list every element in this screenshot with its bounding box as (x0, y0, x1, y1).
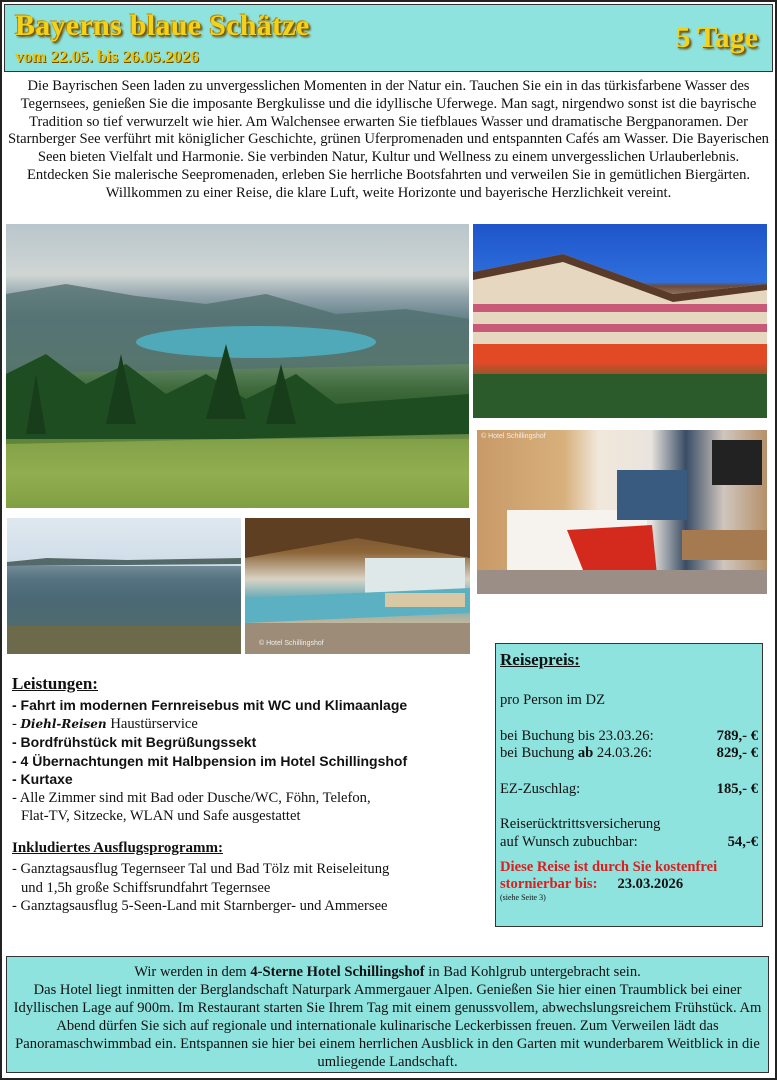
insurance-label: auf Wunsch zubuchbar: (500, 833, 638, 850)
price-row-late (500, 745, 758, 763)
excursion-5-seen: - Ganztagsausflug 5-Seen-Land mit Starnberger- und Ammersee (12, 898, 388, 914)
pool-photo-credit: © Hotel Schillingshof (259, 640, 324, 647)
hotel-description (6, 956, 769, 1073)
price-row-early (500, 728, 758, 746)
intro-text: Die Bayrischen Seen laden zu unvergesslichen Momenten in der Natur ein. Tauchen Sie ein in das türkisfarbene Wasser des Tegernsees, genießen Sie die imposante Bergkulisse und die idyllische Uferwege. Man sagt, nirgendwo sonst ist die bayrische Tradition so tief verwurzelt wie hier. Am Walchensee erwarten Sie tiefblaues Wasser und dramatische Bergpanoramen. Der Starnberger See verführt mit königlicher Geschichte, grünen Uferpromenaden und entspannten Cafés am Wasser. Die Bayerischen Seen bieten Vielfalt und Harmonie. Sie verbinden Natur, Kultur und Wellness zu einem unvergesslichen Urlauberlebnis. Entdecken Sie malerische Seepromenaden, erleben Sie herrliche Bootsfahrten und verweilen Sie in gemütlichen Biergärten. Willkommen zu einer Reise, die klare Luft, weite Horizonte und bayerische Herzlichkeit vereint. (8, 78, 769, 201)
early-value: 789,- € (716, 727, 758, 744)
services-title: Leistungen: (12, 674, 98, 693)
late-label-c: 24.03.26: (593, 745, 653, 761)
excursions-title: Inkludiertes Ausflugsprogramm: (12, 840, 223, 856)
hotel-name: 4-Sterne Hotel Schillingshof (250, 964, 425, 980)
room-photo-credit: © Hotel Schillingshof (481, 433, 546, 440)
service-breakfast: - Bordfrühstück mit Begrüßungssekt (12, 734, 257, 750)
services-section (12, 674, 482, 826)
hotel-building-icon (473, 224, 767, 418)
service-nights: - 4 Übernachtungen mit Halbpension im Hotel Schillingshof (12, 752, 408, 769)
travel-dates: vom 22.05. bis 26.05.2026 (15, 47, 199, 66)
single-label: EZ-Zuschlag: (500, 780, 581, 797)
service-rooms: - Alle Zimmer sind mit Bad oder Dusche/WC, Föhn, Telefon, (12, 789, 371, 806)
late-label-b: ab (577, 745, 594, 761)
photo-hotel-room (477, 430, 767, 594)
cancel-line1: Diese Reise ist durch Sie kostenfrei (500, 859, 718, 875)
lake-shore-icon (7, 518, 241, 654)
service-dash: - (12, 715, 21, 732)
service-doorstep-label: Haustürservice (110, 715, 198, 732)
photo-hotel-facade (473, 224, 767, 418)
photo-panorama-pool (245, 518, 470, 654)
page-title: Bayerns blaue Schätze (15, 9, 310, 42)
price-title: Reisepreis: (500, 650, 580, 669)
per-person-label: pro Person im DZ (500, 692, 605, 708)
hotel-room-icon (477, 430, 767, 594)
service-doorstep (12, 715, 482, 734)
late-label-a: bei Buchung (500, 745, 578, 761)
late-label (500, 745, 652, 763)
excursion-tegernsee: - Ganztagsausflug Tegernseer Tal und Bad Tölz mit Reiseleitung (12, 861, 390, 877)
cancel-label: stornierbar bis: (500, 876, 598, 892)
trip-duration: 5 Tage (675, 21, 758, 54)
late-value: 829,- € (716, 745, 758, 761)
single-value: 185,- € (716, 780, 758, 797)
insurance-value: 54,-€ (727, 833, 758, 850)
service-kurtaxe: - Kurtaxe (12, 771, 73, 787)
early-label: bei Buchung bis 23.03.26: (500, 727, 654, 744)
insurance-line1: Reiserücktrittsversicherung (500, 816, 661, 832)
cancellation-note (500, 859, 758, 893)
hotel-intro-pre: Wir werden in dem (134, 964, 251, 980)
photo-tegernsee-panorama (6, 224, 469, 508)
brand-diehl-reisen: Diehl-Reisen (20, 716, 107, 731)
excursion-tegernsee-cont: und 1,5h große Schiffsrundfahrt Tegernsee (21, 879, 271, 896)
price-row-single (500, 781, 758, 799)
price-per-person (500, 692, 758, 710)
cancel-reference: (siehe Seite 3) (500, 893, 546, 902)
hotel-intro-post: in Bad Kohlgrub untergebracht sein. (424, 964, 641, 980)
hotel-body: Das Hotel liegt inmitten der Berglandschaft Naturpark Ammergauer Alpen. Genießen Sie hier einen Traumblick bei einer Idyllischen Lage auf 900m. Im Restaurant starten Sie Ihrem Tag mit einem genussvollem, abwechslungsreichem Frühstück. Am Abend dürfen Sie sich auf regionale und internationale kulinarische Leckerbissen freuen. Zum Verweilen lädt das Panoramaschwimmbad ein. Entspannen sie hier bei einem herrlichen Ausblick in den Garten mit wunderbarem Weitblick in die umliegende Landschaft. (13, 982, 762, 1070)
photo-lake-shore (7, 518, 241, 654)
insurance-title (500, 816, 758, 834)
cancel-date: 23.03.2026 (617, 876, 684, 892)
excursions-section (12, 840, 482, 916)
price-row-insurance (500, 834, 758, 852)
header-banner (4, 4, 773, 72)
lake-scene-icon (6, 224, 469, 508)
cancel-line2 (500, 876, 758, 893)
price-box (495, 643, 763, 927)
swimming-pool-icon (245, 518, 470, 654)
service-bus: - Fahrt im modernen Fernreisebus mit WC und Klimaanlage (12, 697, 408, 713)
service-rooms-cont: Flat-TV, Sitzecke, WLAN und Safe ausgestattet (21, 808, 301, 824)
